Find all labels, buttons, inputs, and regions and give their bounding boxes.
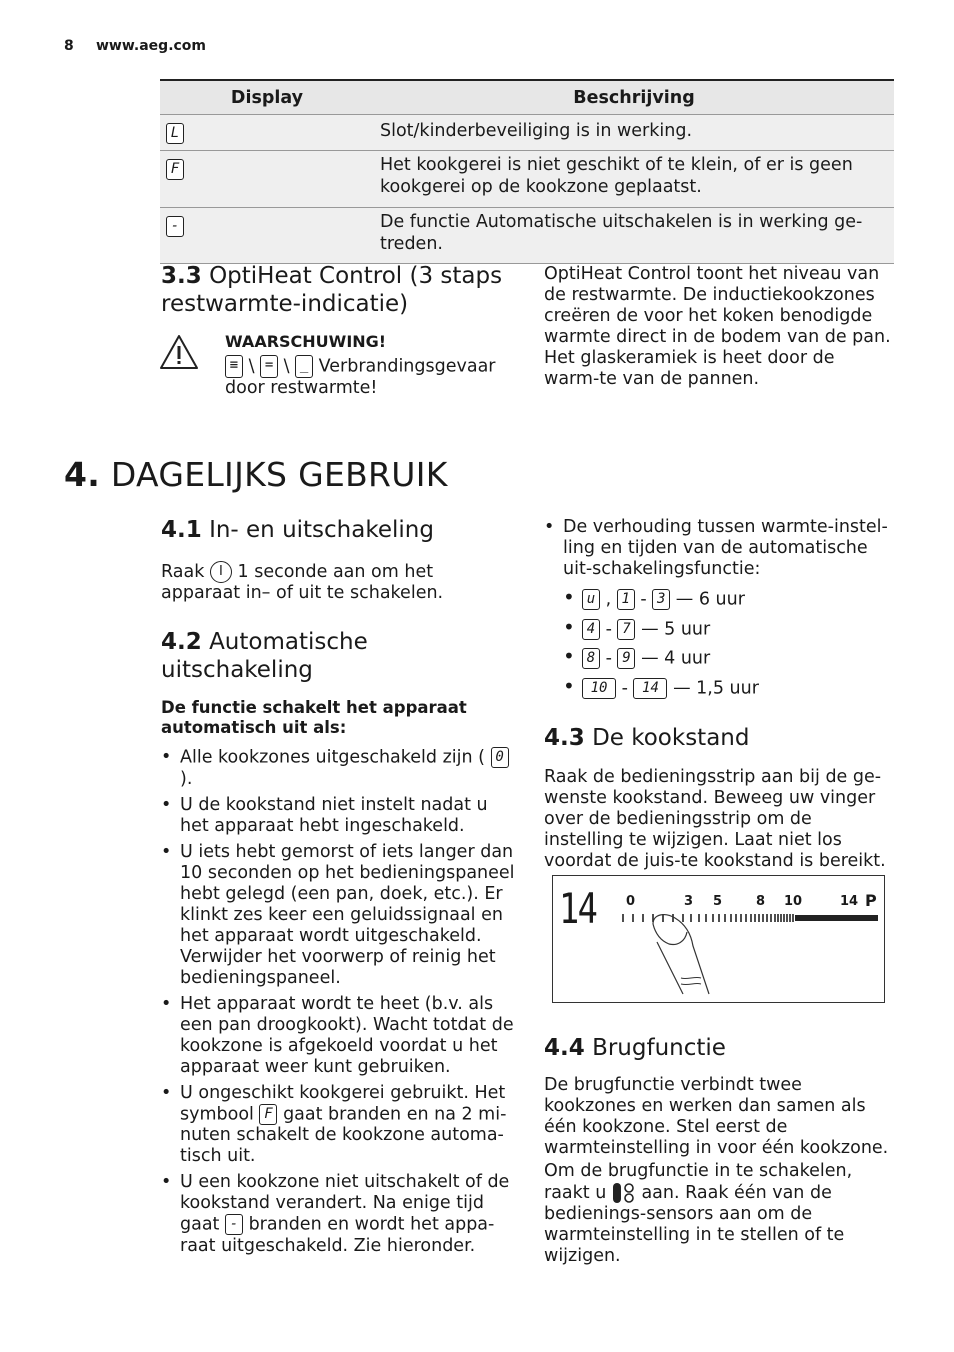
auto-off-intro: De functie schakelt het apparaat automatisch uit als: [161,698,467,737]
timing-intro-list [544,517,894,585]
timing-list [563,589,893,707]
display-symbol-cell [160,208,374,264]
lock-symbol: L [166,123,184,144]
section-heading-4-3: 4.3 De kookstand [544,725,750,751]
list-item: • De verhouding tussen warmte-instel-ling en tijden van de automatische uit-schakelingsfunctie: [544,517,894,580]
section-heading-4-4: 4.4 Brugfunctie [544,1035,726,1061]
description-cell: Het kookgerei is niet geschikt of te klein, of er is geen kookgerei op de kookzone geplaatst. [374,151,894,208]
display-symbol-cell [160,115,374,151]
strip-label-p: P [865,891,877,910]
timing-item: • 4 - 7 — 5 uur [563,619,893,649]
description-cell: De functie Automatische uitschakelen is in werking ge-treden. [374,208,894,264]
optiheat-body: OptiHeat Control toont het niveau van de restwarmte. De inductiekookzones creëren de voor het koken benodigde warmte direct in de bodem van de pan. Het glaskeramiek is heet door de warm-te van de pannen. [544,264,891,389]
strip-label: 8 [756,894,766,909]
table-header-row [160,80,894,115]
strip-label: 0 [626,894,636,909]
list-item: • U ongeschikt kookgerei gebruikt. Het symbool F gaat branden en na 2 mi-nuten schakelt de kookzone automa-tisch uit. [161,1083,516,1168]
section-heading-4-2: 4.2 Automatische uitschakeling [161,629,368,683]
table-row [160,208,894,264]
power-icon: I [210,561,232,583]
list-item: • U een kookzone niet uitschakelt of de kookstand verandert. Na enige tijd gaat - branden en wordt het appa-raat uitgeschakeld. Zie hieronder. [161,1172,516,1257]
bridge-icon [612,1182,636,1204]
bridge-body: De brugfunctie verbindt twee kookzones en werken dan samen als één kookzone. Stel eerst de warmteinstelling in voor één kookzone. [544,1075,889,1158]
auto-off-list [161,747,516,1262]
list-item: • U de kookstand niet instelt nadat u het apparaat hebt ingeschakeld. [161,795,516,837]
timing-item: • u , 1 - 3 — 6 uur [563,589,893,619]
table-row [160,115,894,151]
control-strip-figure [552,875,885,1003]
dash-symbol: - [166,216,184,237]
f-symbol: F [166,159,184,180]
bridge-body-2: Om de brugfunctie in te schakelen, raakt u aan. Raak één van de bedienings-sensors aan om de warmteinstelling in te stellen of te wijzigen. [544,1161,853,1266]
heat-setting-body: Raak de bedieningsstrip aan bij de ge-wenste kookstand. Beweeg uw vinger over de bedieningsstrip om de instelling te wijzigen. Laat niet los voordat de juis-te kookstand is bereikt. [544,767,886,871]
strip-label: 10 [784,894,803,909]
residual-heat-high-symbol: ≡ [225,355,243,378]
warning-text: ≡ \ = \ _ Verbrandingsgevaar door restwarmte! [225,356,496,398]
chapter-title: 4. DAGELIJKS GEBRUIK [64,455,448,494]
timing-item: • 10 - 14 — 1,5 uur [563,678,893,708]
description-cell: Slot/kinderbeveiliging is in werking. [374,115,894,151]
dash-symbol: - [225,1214,243,1235]
col-display: Display [160,80,374,115]
timing-item: • 8 - 9 — 4 uur [563,648,893,678]
col-description: Beschrijving [374,80,894,115]
strip-label: 3 [684,894,694,909]
display-table [160,79,894,264]
list-item: • U iets hebt gemorst of iets langer dan 10 seconden op het bedieningspaneel hebt gelegd (een pan, doek, etc.). Er klinkt zes keer een geluidssignaal en het apparaat wordt uitgeschakeld. Verwijder het voorwerp of reinig het bedieningspaneel. [161,842,516,989]
finger-icon [653,915,709,994]
strip-label: 14 [840,894,859,909]
strip-label: 5 [713,894,723,909]
warning-triangle-icon [159,334,199,370]
display-symbol-cell [160,151,374,208]
on-off-text: Raak I 1 seconde aan om het apparaat in– of uit te schakelen. [161,562,444,603]
table-row [160,151,894,208]
f-symbol: F [259,1104,277,1125]
website: www.aeg.com [96,38,207,54]
residual-heat-low-symbol: _ [295,355,313,378]
slider-strip[interactable] [553,876,886,1004]
heat-display: 14 [559,884,597,933]
residual-heat-mid-symbol: = [260,355,278,378]
section-heading-3-3: 3.3 OptiHeat Control (3 staps restwarmte-indicatie) [161,263,503,317]
zero-symbol: 0 [491,747,509,768]
section-heading-4-1: 4.1 In- en uitschakeling [161,517,434,543]
warning-title: WAARSCHUWING! [225,332,387,351]
list-item: • Alle kookzones uitgeschakeld zijn ( 0 ). [161,747,516,790]
list-item: • Het apparaat wordt te heet (b.v. als een pan droogkookt). Wacht totdat de kookzone is afgekoeld voordat u het apparaat weer kunt gebruiken. [161,994,516,1078]
page-number: 8 [64,38,74,54]
